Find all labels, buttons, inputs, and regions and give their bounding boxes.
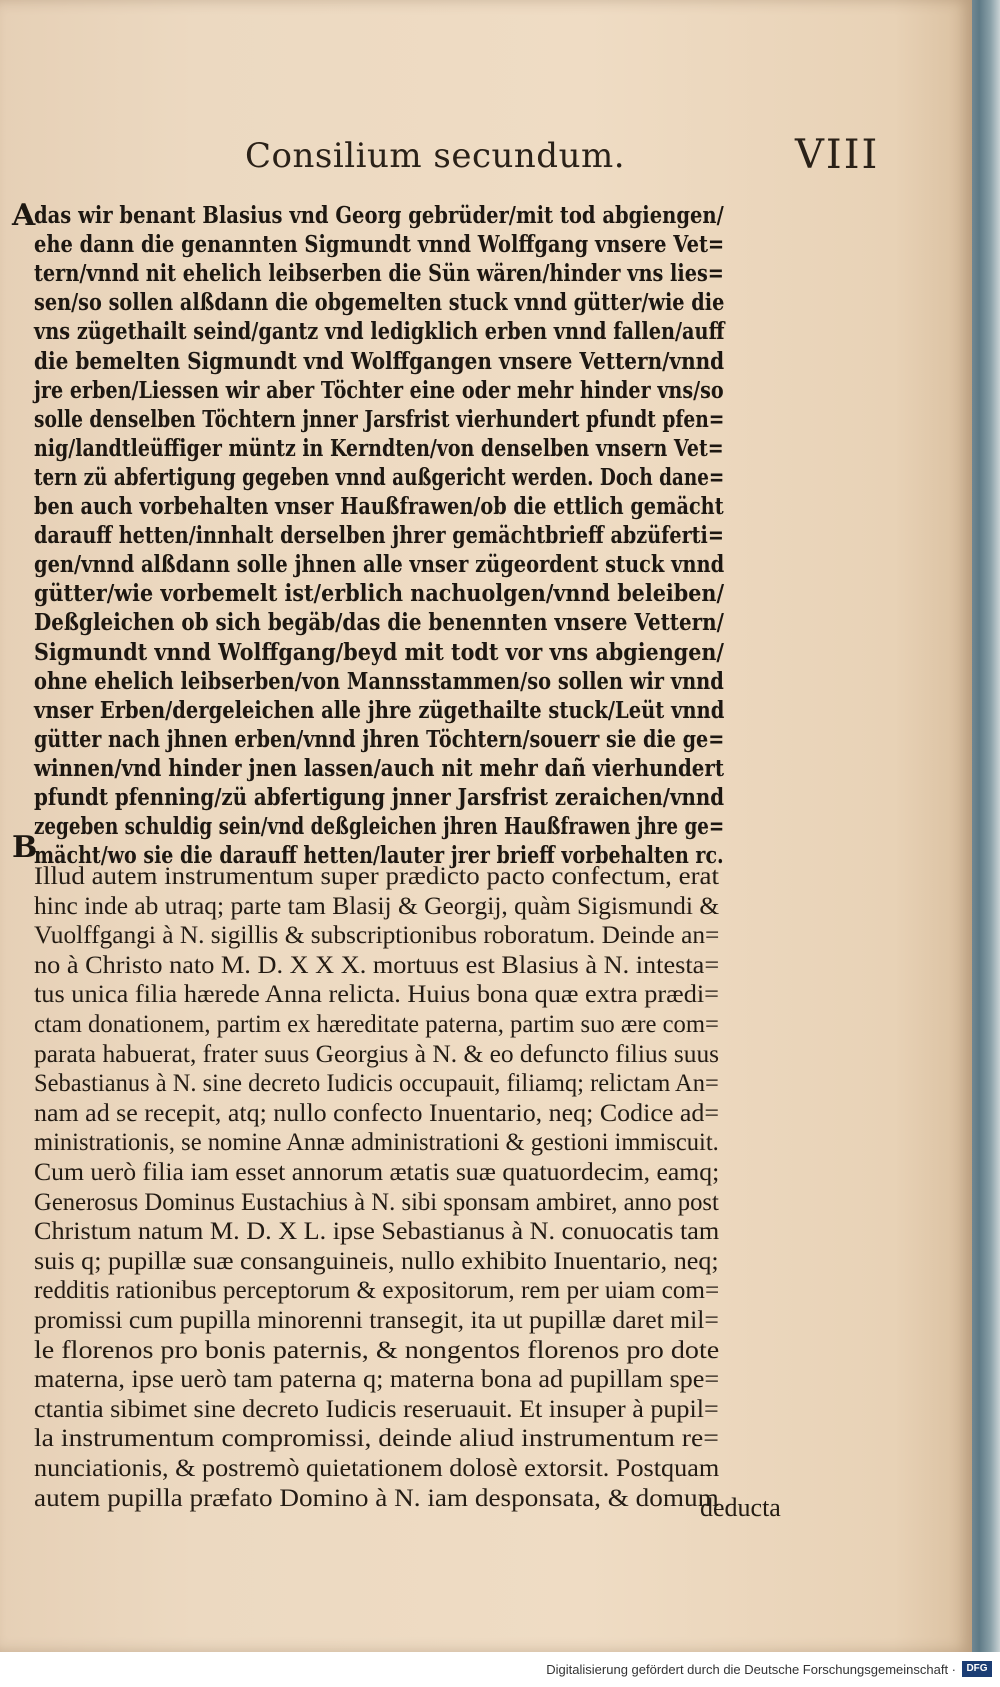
- german-line: Deßgleichen ob sich begäb/das die benennten vnsere Vettern/: [34, 608, 724, 637]
- margin-marker-b: B: [12, 830, 38, 865]
- german-line: vnser Erben/dergeleichen alle jhre zügethailte stuck/Leüt vnnd: [34, 695, 725, 724]
- latin-line: le florenos pro bonis paternis, & nongentos florenos pro dote: [34, 1334, 720, 1364]
- german-line: sen/so sollen alßdann die obgemelten stuck vnnd gütter/wie die: [34, 288, 725, 317]
- book-edge: [968, 0, 1000, 1652]
- german-line: zegeben schuldig sein/vnd deßgleichen jhren Haußfrawen jhre ge=: [34, 812, 725, 841]
- latin-line: ministrationis, se nomine Annæ administrationi & gestioni immiscuit.: [34, 1127, 719, 1157]
- running-title: Consilium secundum.: [245, 136, 626, 176]
- latin-line: nam ad se recepit, atq; nullo confecto Inuentario, neq; Codice ad=: [34, 1097, 720, 1127]
- german-line: gen/vnnd alßdann solle jhnen alle vnser zügeordent stuck vnnd: [34, 550, 725, 579]
- german-line: pfundt pfenning/zü abfertigung jnner Jarsfrist zeraichen/vnnd: [34, 783, 725, 811]
- german-line: vns zügethailt seind/gantz vnd ledigklich erben vnnd fallen/auff: [34, 317, 725, 346]
- latin-line: parata habuerat, frater suus Georgius à N. & eo defuncto filius suus: [34, 1038, 720, 1068]
- latin-line: no à Christo nato M. D. X X X. mortuus est Blasius à N. intesta=: [34, 949, 720, 979]
- german-line: gütter nach jhnen erben/vnnd jhren Töchtern/souerr sie die ge=: [34, 724, 725, 753]
- latin-line: Generosus Dominus Eustachius à N. sibi sponsam ambiret, anno post: [34, 1186, 719, 1216]
- latin-line: Illud autem instrumentum super prædicto pacto confectum, erat: [34, 861, 719, 890]
- latin-line: hinc inde ab utraq; parte tam Blasij & Georgij, quàm Sigismundi &: [34, 890, 720, 920]
- german-line: tern zü abfertigung gegeben vnnd außgericht werden. Doch dane=: [34, 462, 725, 491]
- german-line: nig/landtleüffiger müntz in Kerndten/von denselben vnsern Vet=: [34, 433, 724, 462]
- page-number: VIII: [795, 132, 880, 178]
- german-line: darauff hetten/innhalt derselben jhrer gemächtbrieff abzüferti=: [34, 521, 724, 550]
- latin-line: ctantia sibimet sine decreto Iudicis reseruauit. Et insuper à pupil=: [34, 1393, 719, 1423]
- german-line: Sigmundt vnnd Wolffgang/beyd mit todt vor vns abgiengen/: [34, 637, 724, 666]
- german-line: ohne ehelich leibserben/von Mannsstammen/so sollen wir vnnd: [34, 666, 724, 695]
- latin-line: Sebastianus à N. sine decreto Iudicis occupauit, filiamq; relictam An=: [34, 1068, 719, 1098]
- latin-line: materna, ipse uerò tam paterna q; materna bona ad pupillam spe=: [34, 1364, 720, 1394]
- latin-line: la instrumentum compromissi, deinde aliud instrumentum re=: [34, 1423, 719, 1453]
- latin-line: autem pupilla præfato Domino à N. iam desponsata, & domum: [34, 1482, 719, 1512]
- german-line: winnen/vnd hinder jnen lassen/auch nit mehr dañ vierhundert: [34, 753, 725, 782]
- catchword: deducta: [700, 1493, 781, 1522]
- german-line: ehe dann die genannten Sigmundt vnnd Wolffgang vnsere Vet=: [34, 230, 725, 259]
- latin-line: Christum natum M. D. X L. ipse Sebastianus à N. conuocatis tam: [34, 1216, 720, 1246]
- latin-line: ctam donationem, partim ex hæreditate paterna, partim suo ære com=: [34, 1009, 719, 1038]
- german-line: jre erben/Liessen wir aber Töchter eine oder mehr hinder vns/so: [34, 375, 724, 404]
- german-line: gütter/wie vorbemelt ist/erblich nachuolgen/vnnd beleiben/: [34, 579, 725, 608]
- latin-line: tus unica filia hærede Anna relicta. Huius bona quæ extra prædi=: [34, 979, 720, 1009]
- margin-marker-a: A: [12, 198, 36, 233]
- german-line: tern/vnnd nit ehelich leibserben die Sün wären/hinder vns lies=: [34, 259, 724, 288]
- german-line: mächt/wo sie die darauff hetten/lauter jrer brieff vorbehalten rc.: [34, 841, 724, 870]
- german-line: die bemelten Sigmundt vnd Wolffgangen vnsere Vettern/vnnd: [34, 346, 725, 375]
- german-line: das wir benant Blasius vnd Georg gebrüder/mit tod abgiengen/: [34, 201, 724, 229]
- latin-line: Cum uerò filia iam esset annorum ætatis suæ quatuordecim, eamq;: [34, 1157, 720, 1186]
- footer-bar: [0, 1652, 1000, 1687]
- dfg-logo: DFG: [962, 1661, 992, 1677]
- latin-line: promissi cum pupilla minorenni transegit, ita ut pupillæ daret mil=: [34, 1305, 719, 1334]
- german-line: ben auch vorbehalten vnser Haußfrawen/ob die ettlich gemächt: [34, 492, 724, 520]
- latin-line: redditis rationibus perceptorum & expositorum, rem per uiam com=: [34, 1275, 720, 1305]
- page-header: [0, 132, 972, 188]
- latin-line: nunciationis, & postremò quietationem dolosè extorsit. Postquam: [34, 1453, 720, 1482]
- footer-credit: Digitalisierung gefördert durch die Deutsche Forschungsgemeinschaft ·: [546, 1662, 956, 1677]
- latin-line: suis q; pupillæ suæ consanguineis, nullo exhibito Inuentario, neq;: [34, 1245, 719, 1275]
- latin-line: Vuolffgangi à N. sigillis & subscriptionibus roboratum. Deinde an=: [34, 920, 720, 950]
- german-line: solle denselben Töchtern jnner Jarsfrist vierhundert pfundt pfen=: [34, 404, 725, 433]
